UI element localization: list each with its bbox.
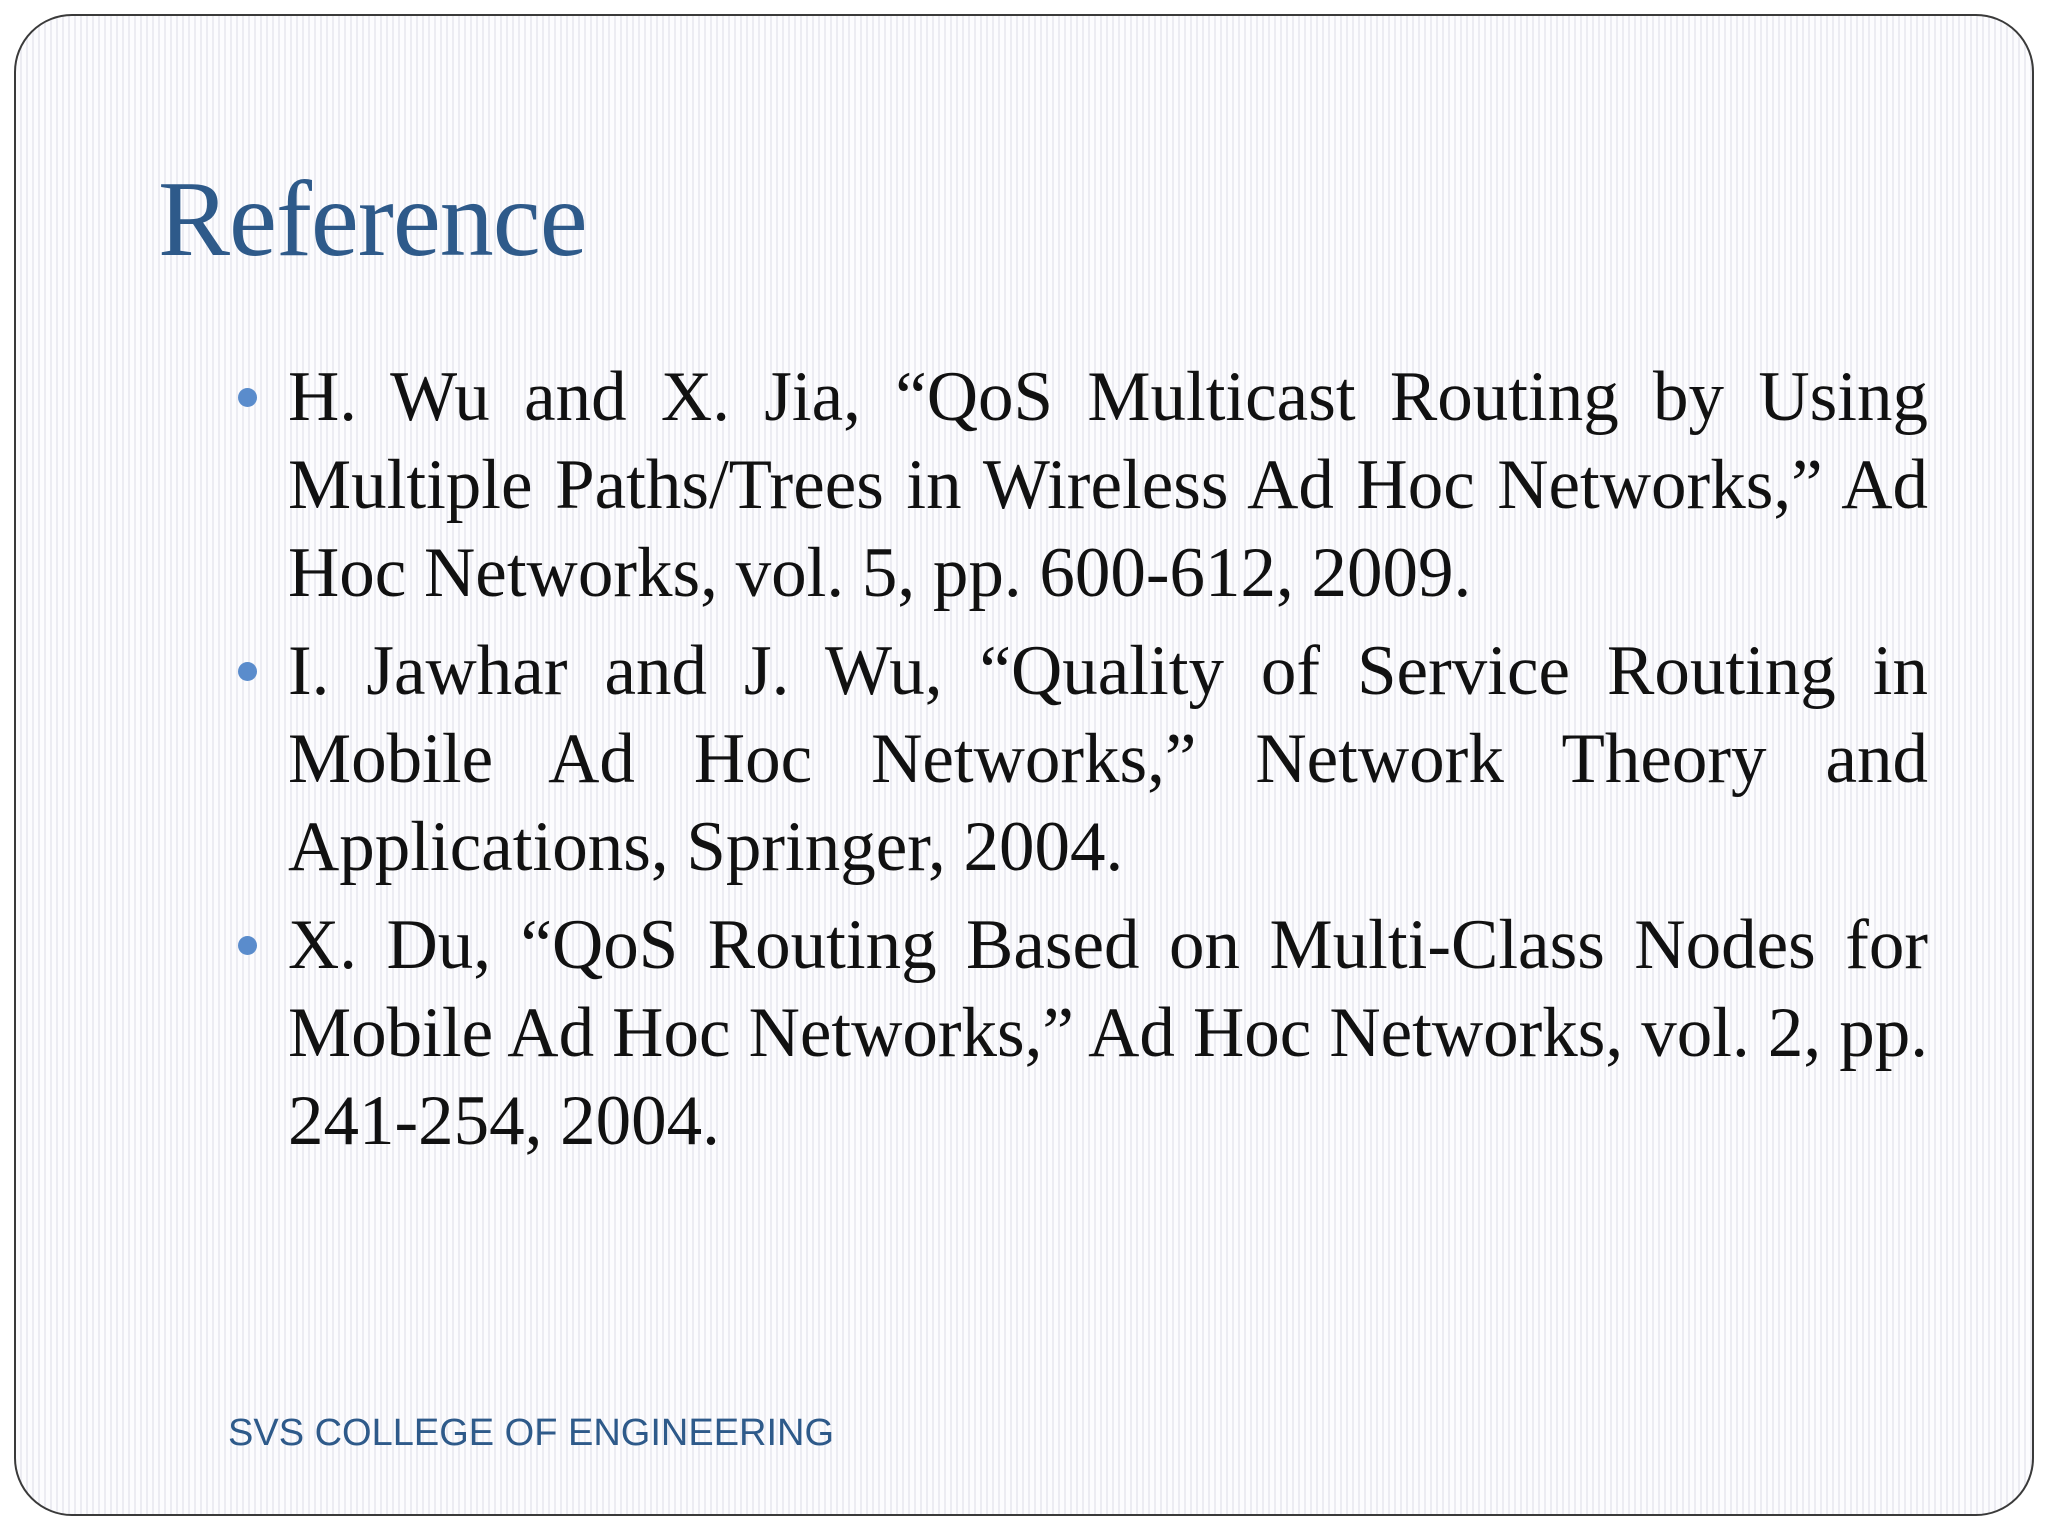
reference-text: X. Du, “QoS Routing Based on Multi-Class Nodes for Mobile Ad Hoc Networks,” Ad Hoc Networks, vol. 2, pp. 241-254, 2004.	[288, 906, 1928, 1160]
footer-institution: SVS COLLEGE OF ENGINEERING	[228, 1412, 835, 1454]
reference-text: H. Wu and X. Jia, “QoS Multicast Routing by Using Multiple Paths/Trees in Wireless Ad Hoc Networks,” Ad Hoc Networks, vol. 5, pp. 600-612, 2009.	[288, 358, 1928, 612]
bullet-icon	[238, 662, 257, 681]
reference-item	[288, 353, 1928, 617]
reference-text: I. Jawhar and J. Wu, “Quality of Service Routing in Mobile Ad Hoc Networks,” Network Theory and Applications, Springer, 2004.	[288, 632, 1928, 886]
bullet-icon	[238, 388, 257, 407]
slide	[14, 14, 2034, 1516]
reference-item	[288, 627, 1928, 891]
reference-item	[288, 901, 1928, 1165]
reference-list	[288, 353, 1928, 1175]
bullet-icon	[238, 936, 257, 955]
slide-title: Reference	[158, 160, 587, 279]
